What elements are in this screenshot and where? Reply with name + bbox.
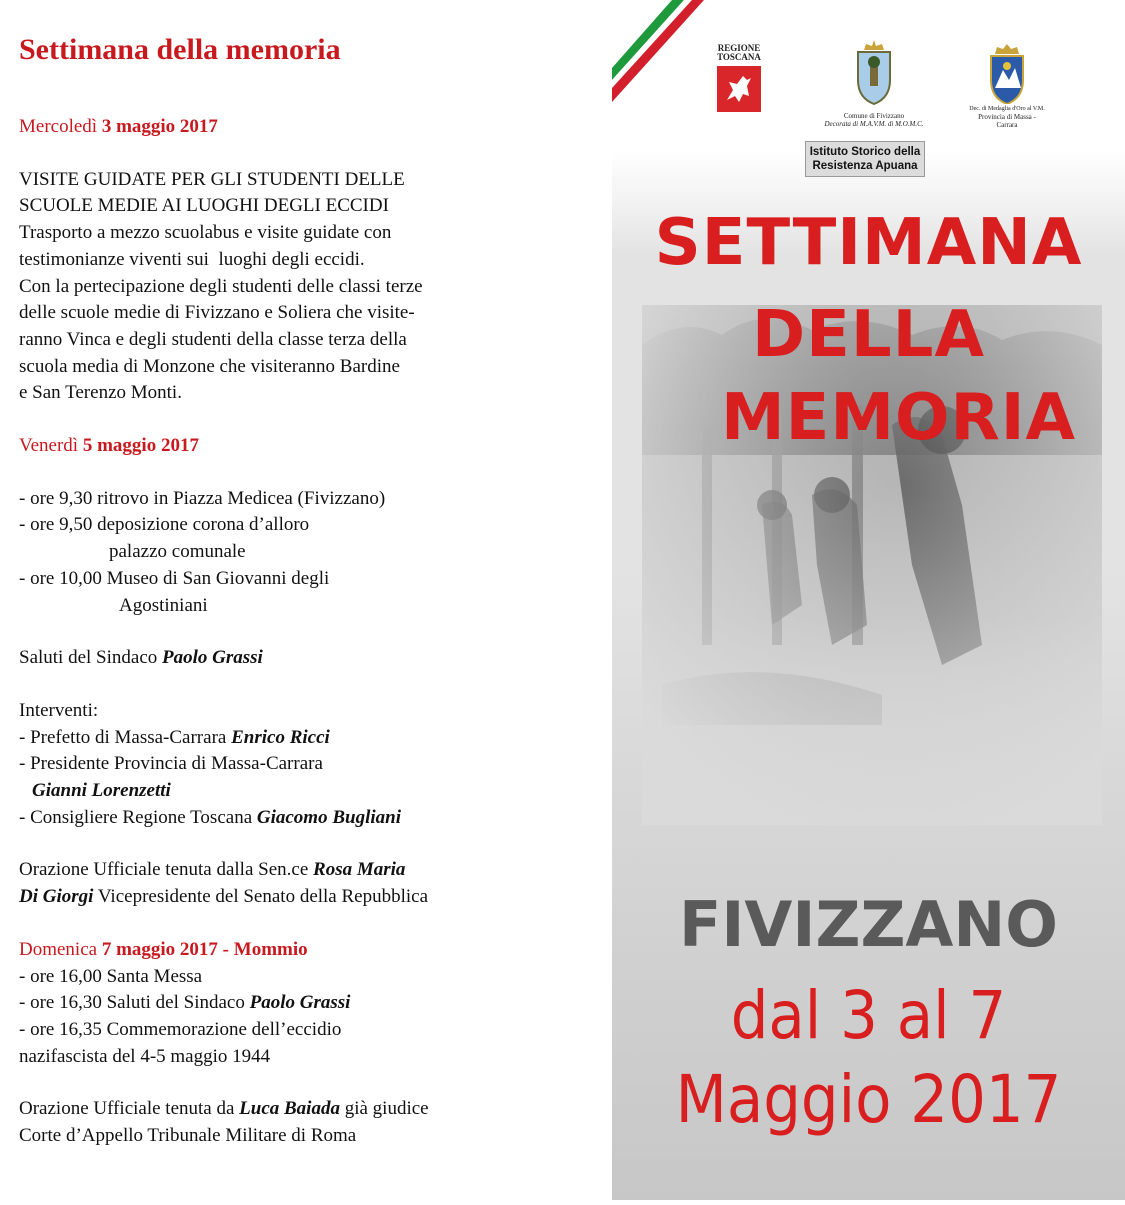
schedule-line: - ore 16,35 Commemorazione dell’eccidio bbox=[19, 1018, 342, 1040]
pegasus-shield-icon bbox=[717, 66, 761, 112]
schedule-line: - ore 10,00 Museo di San Giovanni degli bbox=[19, 567, 330, 589]
regione-toscana-logo bbox=[712, 44, 766, 114]
comune-fivizzano-logo bbox=[824, 40, 924, 132]
provincia-crest-icon bbox=[987, 44, 1027, 104]
date-heading-sunday: Domenica 7 maggio 2017 - Mommio bbox=[19, 938, 308, 960]
provincia-massa-carrara-logo bbox=[967, 40, 1047, 129]
date-heading-friday: Venerdì 5 maggio 2017 bbox=[19, 435, 199, 457]
schedule-line: Agostiniani bbox=[119, 594, 208, 616]
date-heading-wednesday: Mercoledì 3 maggio 2017 bbox=[19, 116, 218, 137]
schedule-line: - ore 9,50 deposizione corona d’alloro bbox=[19, 514, 310, 536]
poster bbox=[612, 0, 1125, 1205]
regione-label: REGIONE bbox=[717, 43, 761, 53]
text-line: testimonianze viventi sui luoghi degli eccidi. bbox=[19, 248, 365, 270]
text-line: VISITE GUIDATE PER GLI STUDENTI DELLE bbox=[19, 168, 405, 190]
istituto-storico-badge bbox=[805, 141, 925, 177]
istituto-line-1: Istituto Storico della bbox=[809, 146, 921, 158]
text-line: Con la pertecipazione degli studenti delle classi terze bbox=[19, 275, 423, 297]
text-line: Trasporto a mezzo scuolabus e visite guidate con bbox=[19, 222, 392, 244]
schedule-line: - ore 16,00 Santa Messa bbox=[19, 965, 203, 987]
orazione-line: Corte d’Appello Tribunale Militare di Roma bbox=[19, 1125, 357, 1147]
event-dates-line-1: dal 3 al 7 bbox=[730, 977, 1007, 1054]
page-title: Settimana della memoria bbox=[19, 33, 341, 66]
provincia-decoration-label: Dec. di Medaglia d'Oro al V.M. bbox=[969, 106, 1045, 112]
provincia-label: Provincia di Massa - Carrara bbox=[978, 113, 1036, 129]
intervento-line: - Prefetto di Massa-Carrara Enrico Ricci bbox=[19, 726, 330, 748]
program-column bbox=[19, 30, 599, 1150]
interventi-label: Interventi: bbox=[19, 699, 99, 721]
istituto-line-2: Resistenza Apuana bbox=[812, 160, 918, 172]
intervento-line: - Presidente Provincia di Massa-Carrara bbox=[19, 753, 323, 775]
wednesday-description bbox=[19, 167, 599, 407]
fivizzano-crest-icon bbox=[854, 40, 894, 106]
text-line: SCUOLE MEDIE AI LUOGHI DEGLI ECCIDI bbox=[19, 195, 389, 217]
schedule-line: nazifascista del 4-5 maggio 1944 bbox=[19, 1045, 271, 1067]
intervento-name: Gianni Lorenzetti bbox=[32, 780, 171, 802]
comune-decoration-label: Decorata di M.A.V.M. di M.O.M.C. bbox=[824, 120, 924, 128]
orazione-line: Di Giorgi Vicepresidente del Senato della Repubblica bbox=[19, 886, 429, 908]
headline-line-3: MEMORIA bbox=[720, 381, 1077, 455]
orazione-line: Orazione Ufficiale tenuta da Luca Baiada già giudice bbox=[19, 1098, 429, 1120]
text-line: delle scuole medie di Fivizzano e Soliera che visite- bbox=[19, 302, 415, 324]
event-dates-line-2: Maggio 2017 bbox=[675, 1061, 1062, 1138]
headline-line-1: SETTIMANA bbox=[654, 206, 1083, 280]
intervento-line: - Consigliere Regione Toscana Giacomo Bugliani bbox=[19, 806, 401, 828]
italian-flag-stripes-icon bbox=[612, 0, 712, 110]
schedule-line: - ore 9,30 ritrovo in Piazza Medicea (Fivizzano) bbox=[19, 487, 386, 509]
text-line: ranno Vinca e degli studenti della classe terza della bbox=[19, 328, 407, 350]
orazione-line: Orazione Ufficiale tenuta dalla Sen.ce Rosa Maria bbox=[19, 859, 406, 881]
saluti-line: Saluti del Sindaco Paolo Grassi bbox=[19, 647, 263, 669]
schedule-line: palazzo comunale bbox=[109, 541, 246, 563]
text-line: scuola media di Monzone che visiteranno Bardine bbox=[19, 355, 400, 377]
toscana-label: TOSCANA bbox=[717, 52, 761, 62]
comune-label: Comune di Fivizzano bbox=[843, 112, 905, 120]
place-name: FIVIZZANO bbox=[679, 888, 1058, 961]
schedule-line: - ore 16,30 Saluti del Sindaco Paolo Grassi bbox=[19, 992, 351, 1014]
headline-line-2: DELLA bbox=[752, 298, 985, 372]
friday-schedule bbox=[19, 486, 599, 620]
text-line: e San Terenzo Monti. bbox=[19, 382, 182, 404]
